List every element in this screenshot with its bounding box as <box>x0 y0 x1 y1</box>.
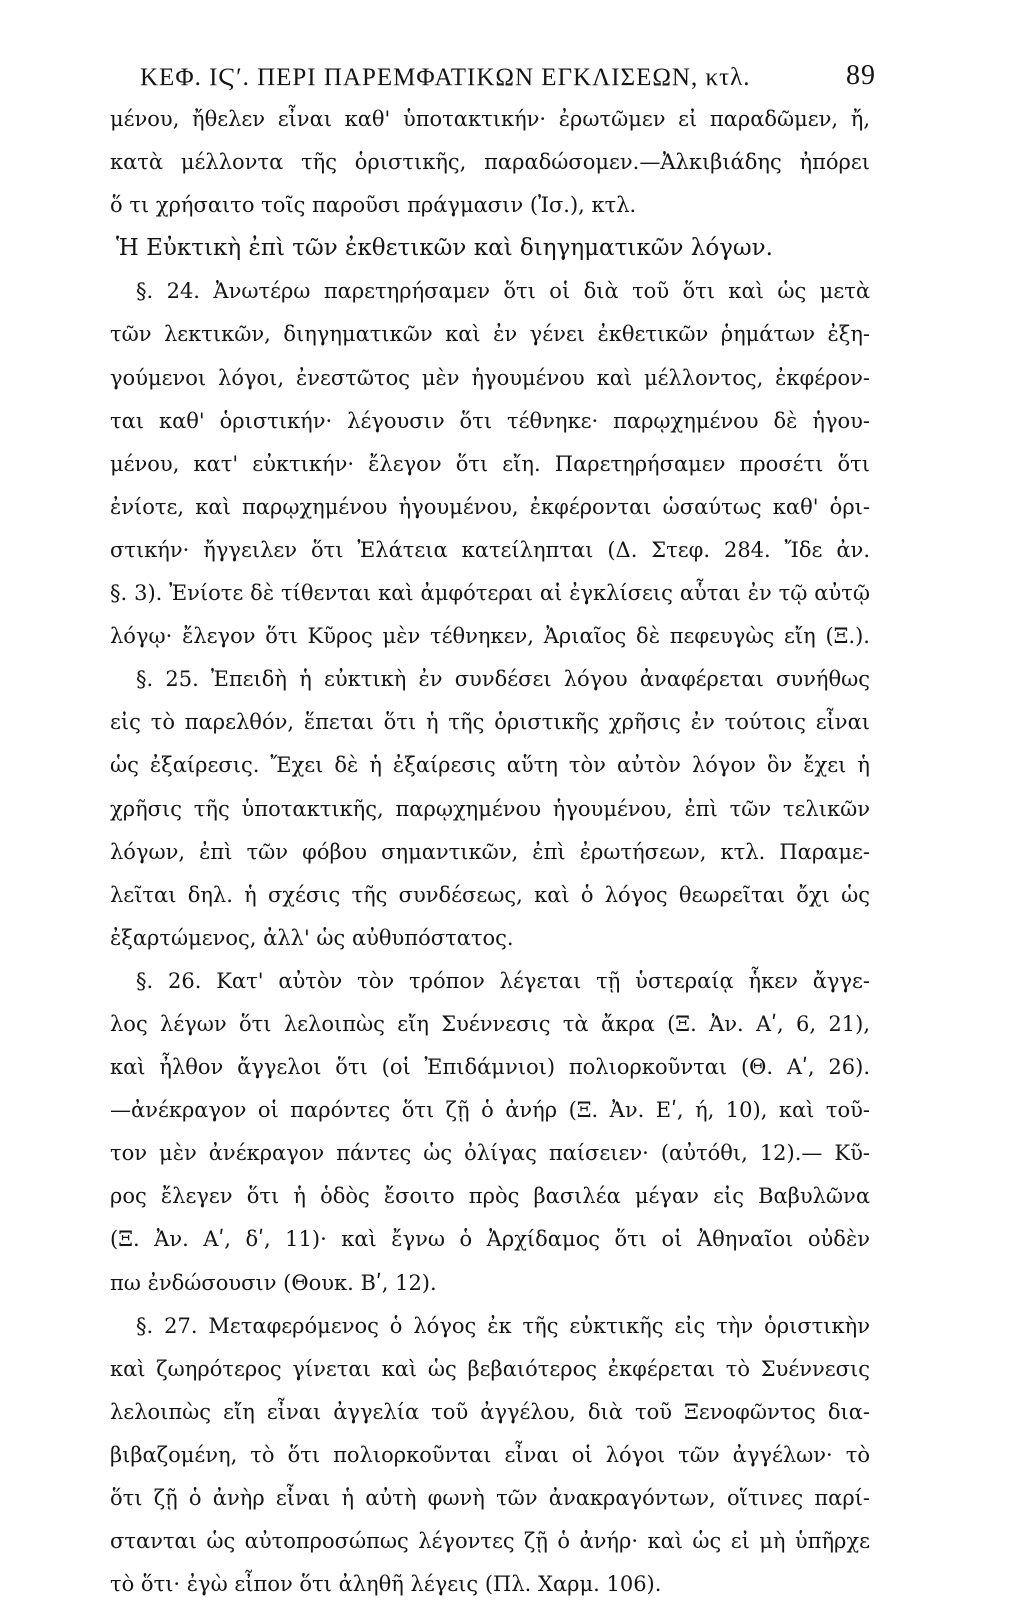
text-line: τον μὲν ἀνέκραγον πάντες ὡς ὀλίγας παίσειεν· (αὐτόθι, 12).— Κῦ- <box>110 1141 870 1166</box>
text-line: τὸ ὅτι· ἐγὼ εἶπον ὅτι ἀληθῆ λέγεις (Πλ. Χαρμ. 106). <box>110 1572 662 1597</box>
text-line: πω ἐνδώσουσιν (Θουκ. Βʹ, 12). <box>110 1270 437 1295</box>
text-line: γούμενοι λόγοι, ἐνεστῶτος μὲν ἡγουμένου καὶ μέλλοντος, ἐκφέρον- <box>110 365 870 390</box>
text-line: ἐξαρτώμενος, ἀλλ' ὡς αὐθυπόστατος. <box>110 925 514 950</box>
text-line: λεῖται δηλ. ἡ σχέσις τῆς συνδέσεως, καὶ ὁ λόγος θεωρεῖται ὄχι ὡς <box>110 882 870 907</box>
text-line: ὅ τι χρήσαιτο τοῖς παροῦσι πράγμασιν (Ἰσ.), κτλ. <box>110 193 637 218</box>
text-line: εἰς τὸ παρελθόν, ἕπεται ὅτι ἡ τῆς ὁριστικῆς χρῆσις ἐν τούτοις εἶναι <box>110 710 870 735</box>
text-line: μένου, ἤθελεν εἶναι καθ' ὑποτακτικήν· ἐρωτῶμεν εἰ παραδῶμεν, ἤ, <box>110 107 870 131</box>
text-line: τῶν λεκτικῶν, διηγηματικῶν καὶ ἐν γένει ἐκθετικῶν ῥημάτων ἐξη- <box>110 322 870 347</box>
paragraph-27-start: §. 27. Μεταφερόμενος ὁ λόγος ἐκ τῆς εὐκτικῆς εἰς τὴν ὁριστικὴν <box>136 1313 870 1338</box>
text-line: καὶ ἦλθον ἄγγελοι ὅτι (οἱ Ἐπιδάμνιοι) πολιορκοῦνται (Θ. Αʹ, 26). <box>110 1055 870 1080</box>
running-header <box>110 58 876 98</box>
text-line: ὅτι ζῇ ὁ ἀνὴρ εἶναι ἡ αὐτὴ φωνὴ τῶν ἀνακραγόντων, οἵτινες παρί- <box>110 1486 870 1510</box>
paragraph-24-start: §. 24. Ἀνωτέρω παρετηρήσαμεν ὅτι οἱ διὰ τοῦ ὅτι καὶ ὡς μετὰ <box>136 279 870 304</box>
text-line: λος λέγων ὅτι λελοιπὼς εἴη Συέννεσις τὰ ἄκρα (Ξ. Ἀν. Αʹ, 6, 21), <box>110 1011 870 1036</box>
section-heading: Ἡ Εὐκτικὴ ἐπὶ τῶν ἐκθετικῶν καὶ διηγηματικῶν λόγων. <box>116 235 773 262</box>
text-line: στανται ὡς αὐτοπροσώπως λέγοντες ζῇ ὁ ἀνήρ· καὶ ὡς εἰ μὴ ὑπῆρχε <box>110 1529 870 1554</box>
text-line: ρος ἔλεγεν ὅτι ἡ ὁδὸς ἔσοιτο πρὸς βασιλέα μέγαν εἰς Βαβυλῶνα <box>110 1184 870 1209</box>
text-line: μένου, κατ' εὐκτικήν· ἔλεγον ὅτι εἴη. Παρετηρήσαμεν προσέτι ὅτι <box>110 451 870 476</box>
chapter-title: ΚΕΦ. ΙϚʹ. ΠΕΡΙ ΠΑΡΕΜΦΑΤΙΚΩΝ ΕΓΚΛΙΣΕΩΝ, κτλ. <box>140 64 751 91</box>
text-line: στικήν· ἤγγειλεν ὅτι Ἐλάτεια κατείληπται (Δ. Στεφ. 284. Ἴδε ἀν. <box>110 537 870 562</box>
text-line: ὡς ἐξαίρεσις. Ἔχει δὲ ἡ ἐξαίρεσις αὕτη τὸν αὐτὸν λόγον ὃν ἔχει ἡ <box>110 753 870 778</box>
text-line: κατὰ μέλλοντα τῆς ὁριστικῆς, παραδώσομεν.—Ἀλκιβιάδης ἠπόρει <box>110 150 870 175</box>
text-line: καὶ ζωηρότερος γίνεται καὶ ὡς βεβαιότερος ἐκφέρεται τὸ Συέννεσις <box>110 1356 870 1381</box>
text-line: λόγων, ἐπὶ τῶν φόβου σημαντικῶν, ἐπὶ ἐρωτήσεων, κτλ. Παραμε- <box>110 839 870 864</box>
text-line: βιβαζομένη, τὸ ὅτι πολιορκοῦνται εἶναι οἱ λόγοι τῶν ἀγγέλων· τὸ <box>110 1442 870 1467</box>
text-line: —ἀνέκραγον οἱ παρόντες ὅτι ζῇ ὁ ἀνήρ (Ξ. Ἀν. Εʹ, ή, 10), καὶ τοῦ- <box>110 1098 870 1123</box>
text-line: χρῆσις τῆς ὑποτακτικῆς, παρῳχημένου ἡγουμένου, ἐπὶ τῶν τελικῶν <box>110 796 870 821</box>
text-line: ται καθ' ὁριστικήν· λέγουσιν ὅτι τέθνηκε· παρῳχημένου δὲ ἡγου- <box>110 408 870 433</box>
paragraph-26-start: §. 26. Κατ' αὐτὸν τὸν τρόπον λέγεται τῇ ὑστεραίᾳ ἧκεν ἄγγε- <box>136 968 870 993</box>
paragraph-25-start: §. 25. Ἐπειδὴ ἡ εὐκτικὴ ἐν συνδέσει λόγου ἀναφέρεται συνήθως <box>136 667 870 692</box>
text-line: §. 3). Ἐνίοτε δὲ τίθενται καὶ ἀμφότεραι αἱ ἐγκλίσεις αὗται ἐν τῷ αὐτῷ <box>110 581 870 606</box>
book-page <box>110 58 876 1606</box>
text-line: ἐνίοτε, καὶ παρῳχημένου ἡγουμένου, ἐκφέρονται ὡσαύτως καθ' ὁρι- <box>110 494 870 519</box>
text-line: λελοιπὼς εἴη εἶναι ἀγγελία τοῦ ἀγγέλου, διὰ τοῦ Ξενοφῶντος δια- <box>110 1399 870 1424</box>
body-text <box>110 98 870 1606</box>
text-line: λόγῳ· ἔλεγον ὅτι Κῦρος μὲν τέθνηκεν, Ἀριαῖος δὲ πεφευγὼς εἴη (Ξ.). <box>110 624 870 649</box>
page-number: 89 <box>846 60 876 91</box>
text-line: (Ξ. Ἀν. Αʹ, δʹ, 11)· καὶ ἔγνω ὁ Ἀρχίδαμος ὅτι οἱ Ἀθηναῖοι οὐδὲν <box>110 1227 870 1252</box>
